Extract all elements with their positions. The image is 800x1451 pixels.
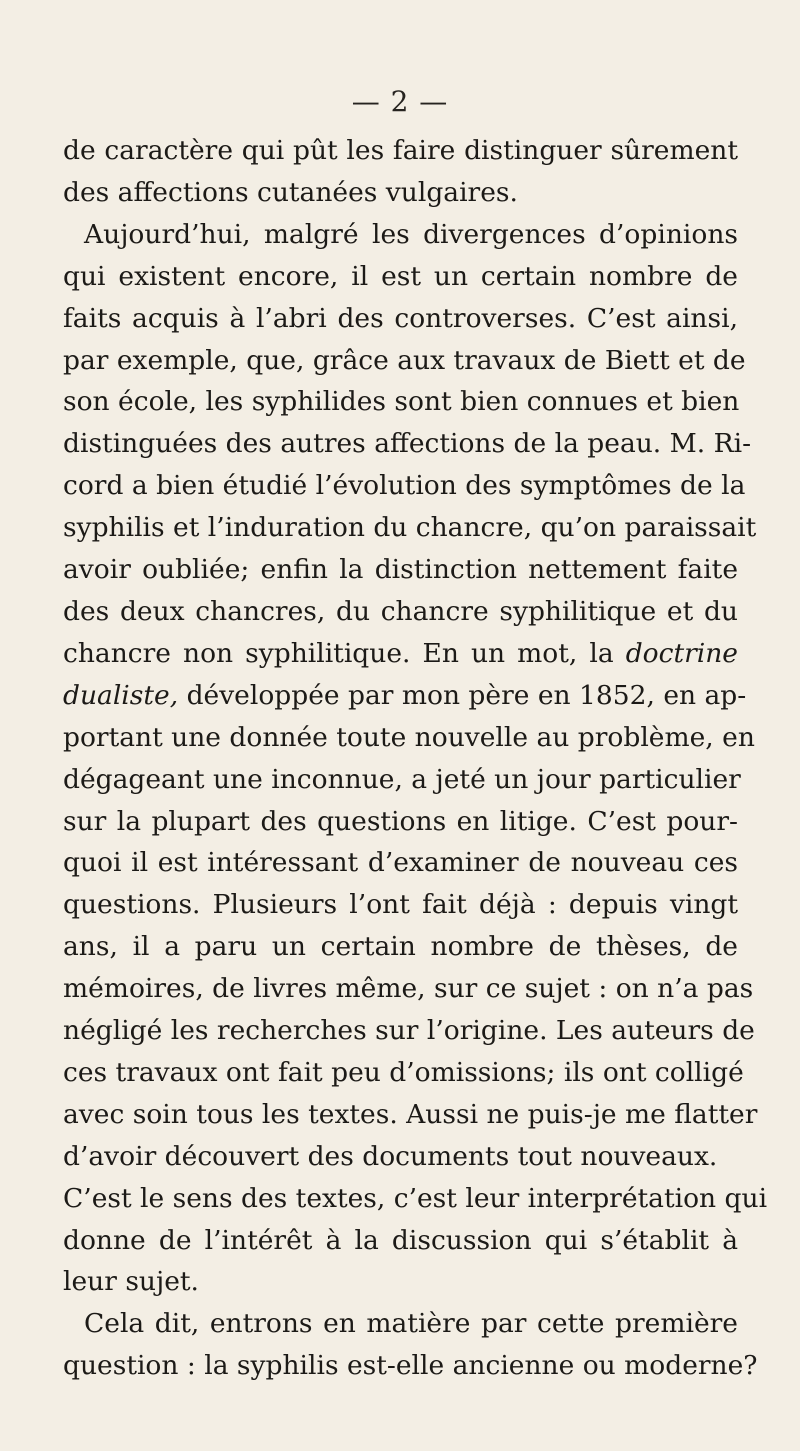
text-line: syphilis et l’induration du chancre, qu’on paraissait	[63, 512, 757, 544]
text-line: faits acquis à l’abri des controverses. C’est ainsi,	[63, 302, 738, 334]
text-line-roman: développée par mon père en 1852, en ap-	[178, 679, 747, 711]
italic-term-dualiste: dualiste,	[63, 679, 179, 711]
text-line: donne de l’intérêt à la discussion qui s’établit à	[63, 1224, 738, 1256]
text-line: leur sujet.	[63, 1266, 199, 1298]
text-line: dégageant une inconnue, a jeté un jour particulier	[63, 763, 741, 795]
text-line	[63, 633, 738, 675]
text-line: cord a bien étudié l’évolution des symptômes de la	[63, 470, 746, 502]
body-text	[63, 130, 768, 1387]
text-line: négligé les recherches sur l’origine. Les auteurs de	[63, 1015, 755, 1047]
text-line: question : la syphilis est-elle ancienne ou moderne?	[63, 1350, 758, 1382]
text-line: ans, il a paru un certain nombre de thèses, de	[63, 931, 738, 963]
text-line: par exemple, que, grâce aux travaux de Biett et de	[63, 344, 746, 376]
text-line: des deux chancres, du chancre syphilitique et du	[63, 595, 738, 627]
text-line	[63, 675, 747, 717]
text-line: mémoires, de livres même, sur ce sujet : on n’a pas	[63, 973, 754, 1005]
text-line: portant une donnée toute nouvelle au problème, en	[63, 721, 755, 753]
text-line: avec soin tous les textes. Aussi ne puis-je me flatter	[63, 1098, 758, 1130]
italic-term-doctrine: doctrine	[625, 637, 738, 669]
text-line: Cela dit, entrons en matière par cette première	[84, 1308, 738, 1340]
text-line: d’avoir découvert des documents tout nouveaux.	[63, 1140, 718, 1172]
page-number: — 2 —	[351, 85, 449, 118]
text-line: avoir oubliée; enfin la distinction nettement faite	[63, 554, 738, 586]
text-line-roman: chancre non syphilitique. En un mot, la	[63, 637, 626, 669]
text-line: de caractère qui pût les faire distinguer sûrement	[63, 135, 738, 166]
text-line: C’est le sens des textes, c’est leur interprétation qui	[63, 1182, 768, 1214]
text-line: sur la plupart des questions en litige. C’est pour-	[63, 805, 738, 837]
text-line: ces travaux ont fait peu d’omissions; ils ont colligé	[63, 1056, 744, 1088]
text-line: Aujourd’hui, malgré les divergences d’opinions	[84, 218, 738, 250]
text-line: des affections cutanées vulgaires.	[63, 176, 518, 208]
text-line: questions. Plusieurs l’ont fait déjà : depuis vingt	[63, 889, 738, 921]
text-line: qui existent encore, il est un certain nombre de	[63, 260, 738, 292]
text-line: quoi il est intéressant d’examiner de nouveau ces	[63, 847, 738, 879]
text-line: son école, les syphilides sont bien connues et bien	[63, 386, 740, 418]
text-line: distinguées des autres affections de la peau. M. Ri-	[63, 428, 752, 460]
